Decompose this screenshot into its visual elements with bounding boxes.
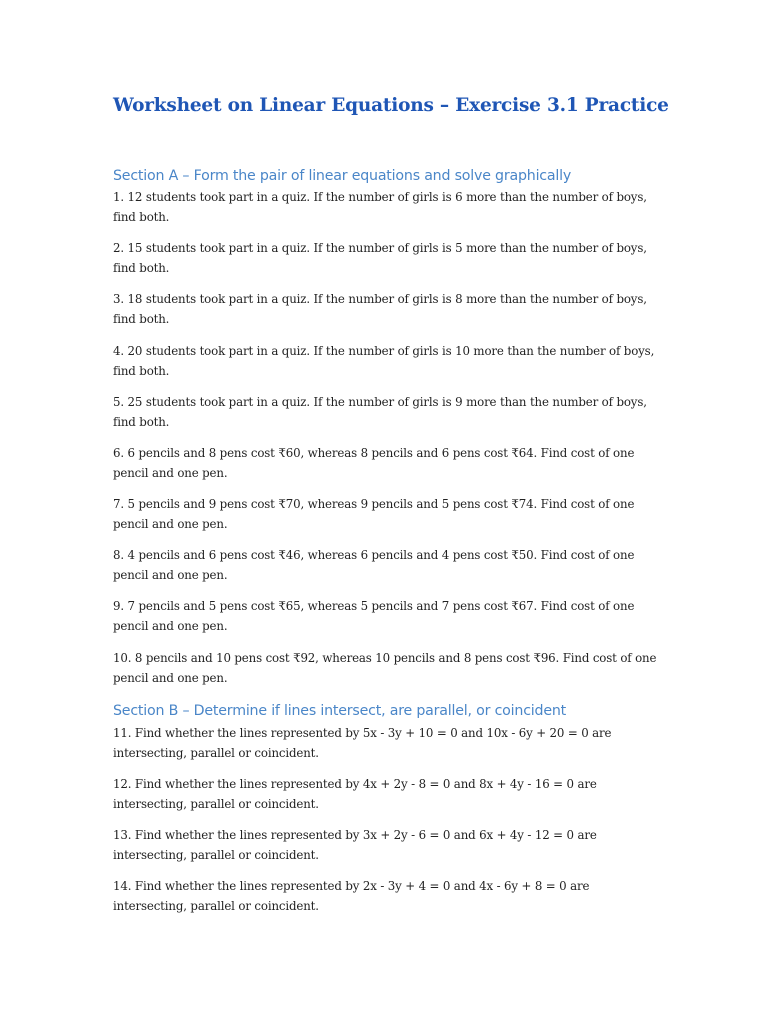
- question-8: 8. 4 pencils and 6 pens cost ₹46, whereas 6 pencils and 4 pens cost ₹50. Find cost of one pencil and one pen.: [113, 548, 635, 582]
- question-12: 12. Find whether the lines represented by 4x + 2y - 8 = 0 and 8x + 4y - 16 = 0 are intersecting, parallel or coincident.: [113, 777, 597, 811]
- question-4: 4. 20 students took part in a quiz. If the number of girls is 10 more than the number of boys, find both.: [113, 344, 655, 378]
- question-3: 3. 18 students took part in a quiz. If the number of girls is 8 more than the number of boys, find both.: [113, 292, 647, 326]
- question-11: 11. Find whether the lines represented by 5x - 3y + 10 = 0 and 10x - 6y + 20 = 0 are intersecting, parallel or coincident.: [113, 726, 612, 760]
- question-14: 14. Find whether the lines represented by 2x - 3y + 4 = 0 and 4x - 6y + 8 = 0 are intersecting, parallel or coincident.: [113, 879, 590, 913]
- section-a-heading: Section A – Form the pair of linear equations and solve graphically: [113, 168, 572, 184]
- question-6: 6. 6 pencils and 8 pens cost ₹60, whereas 8 pencils and 6 pens cost ₹64. Find cost of one pencil and one pen.: [113, 446, 635, 480]
- question-9: 9. 7 pencils and 5 pens cost ₹65, whereas 5 pencils and 7 pens cost ₹67. Find cost of one pencil and one pen.: [113, 599, 635, 633]
- question-7: 7. 5 pencils and 9 pens cost ₹70, whereas 9 pencils and 5 pens cost ₹74. Find cost of one pencil and one pen.: [113, 497, 635, 531]
- section-b-heading: Section B – Determine if lines intersect, are parallel, or coincident: [113, 703, 567, 719]
- page-title: Worksheet on Linear Equations – Exercise 3.1 Practice: [113, 95, 669, 116]
- question-5: 5. 25 students took part in a quiz. If the number of girls is 9 more than the number of boys, find both.: [113, 395, 647, 429]
- question-2: 2. 15 students took part in a quiz. If the number of girls is 5 more than the number of boys, find both.: [113, 241, 647, 275]
- question-10: 10. 8 pencils and 10 pens cost ₹92, whereas 10 pencils and 8 pens cost ₹96. Find cost of one pencil and one pen.: [113, 651, 657, 685]
- question-13: 13. Find whether the lines represented by 3x + 2y - 6 = 0 and 6x + 4y - 12 = 0 are intersecting, parallel or coincident.: [113, 828, 597, 862]
- question-1: 1. 12 students took part in a quiz. If the number of girls is 6 more than the number of boys, find both.: [113, 190, 647, 224]
